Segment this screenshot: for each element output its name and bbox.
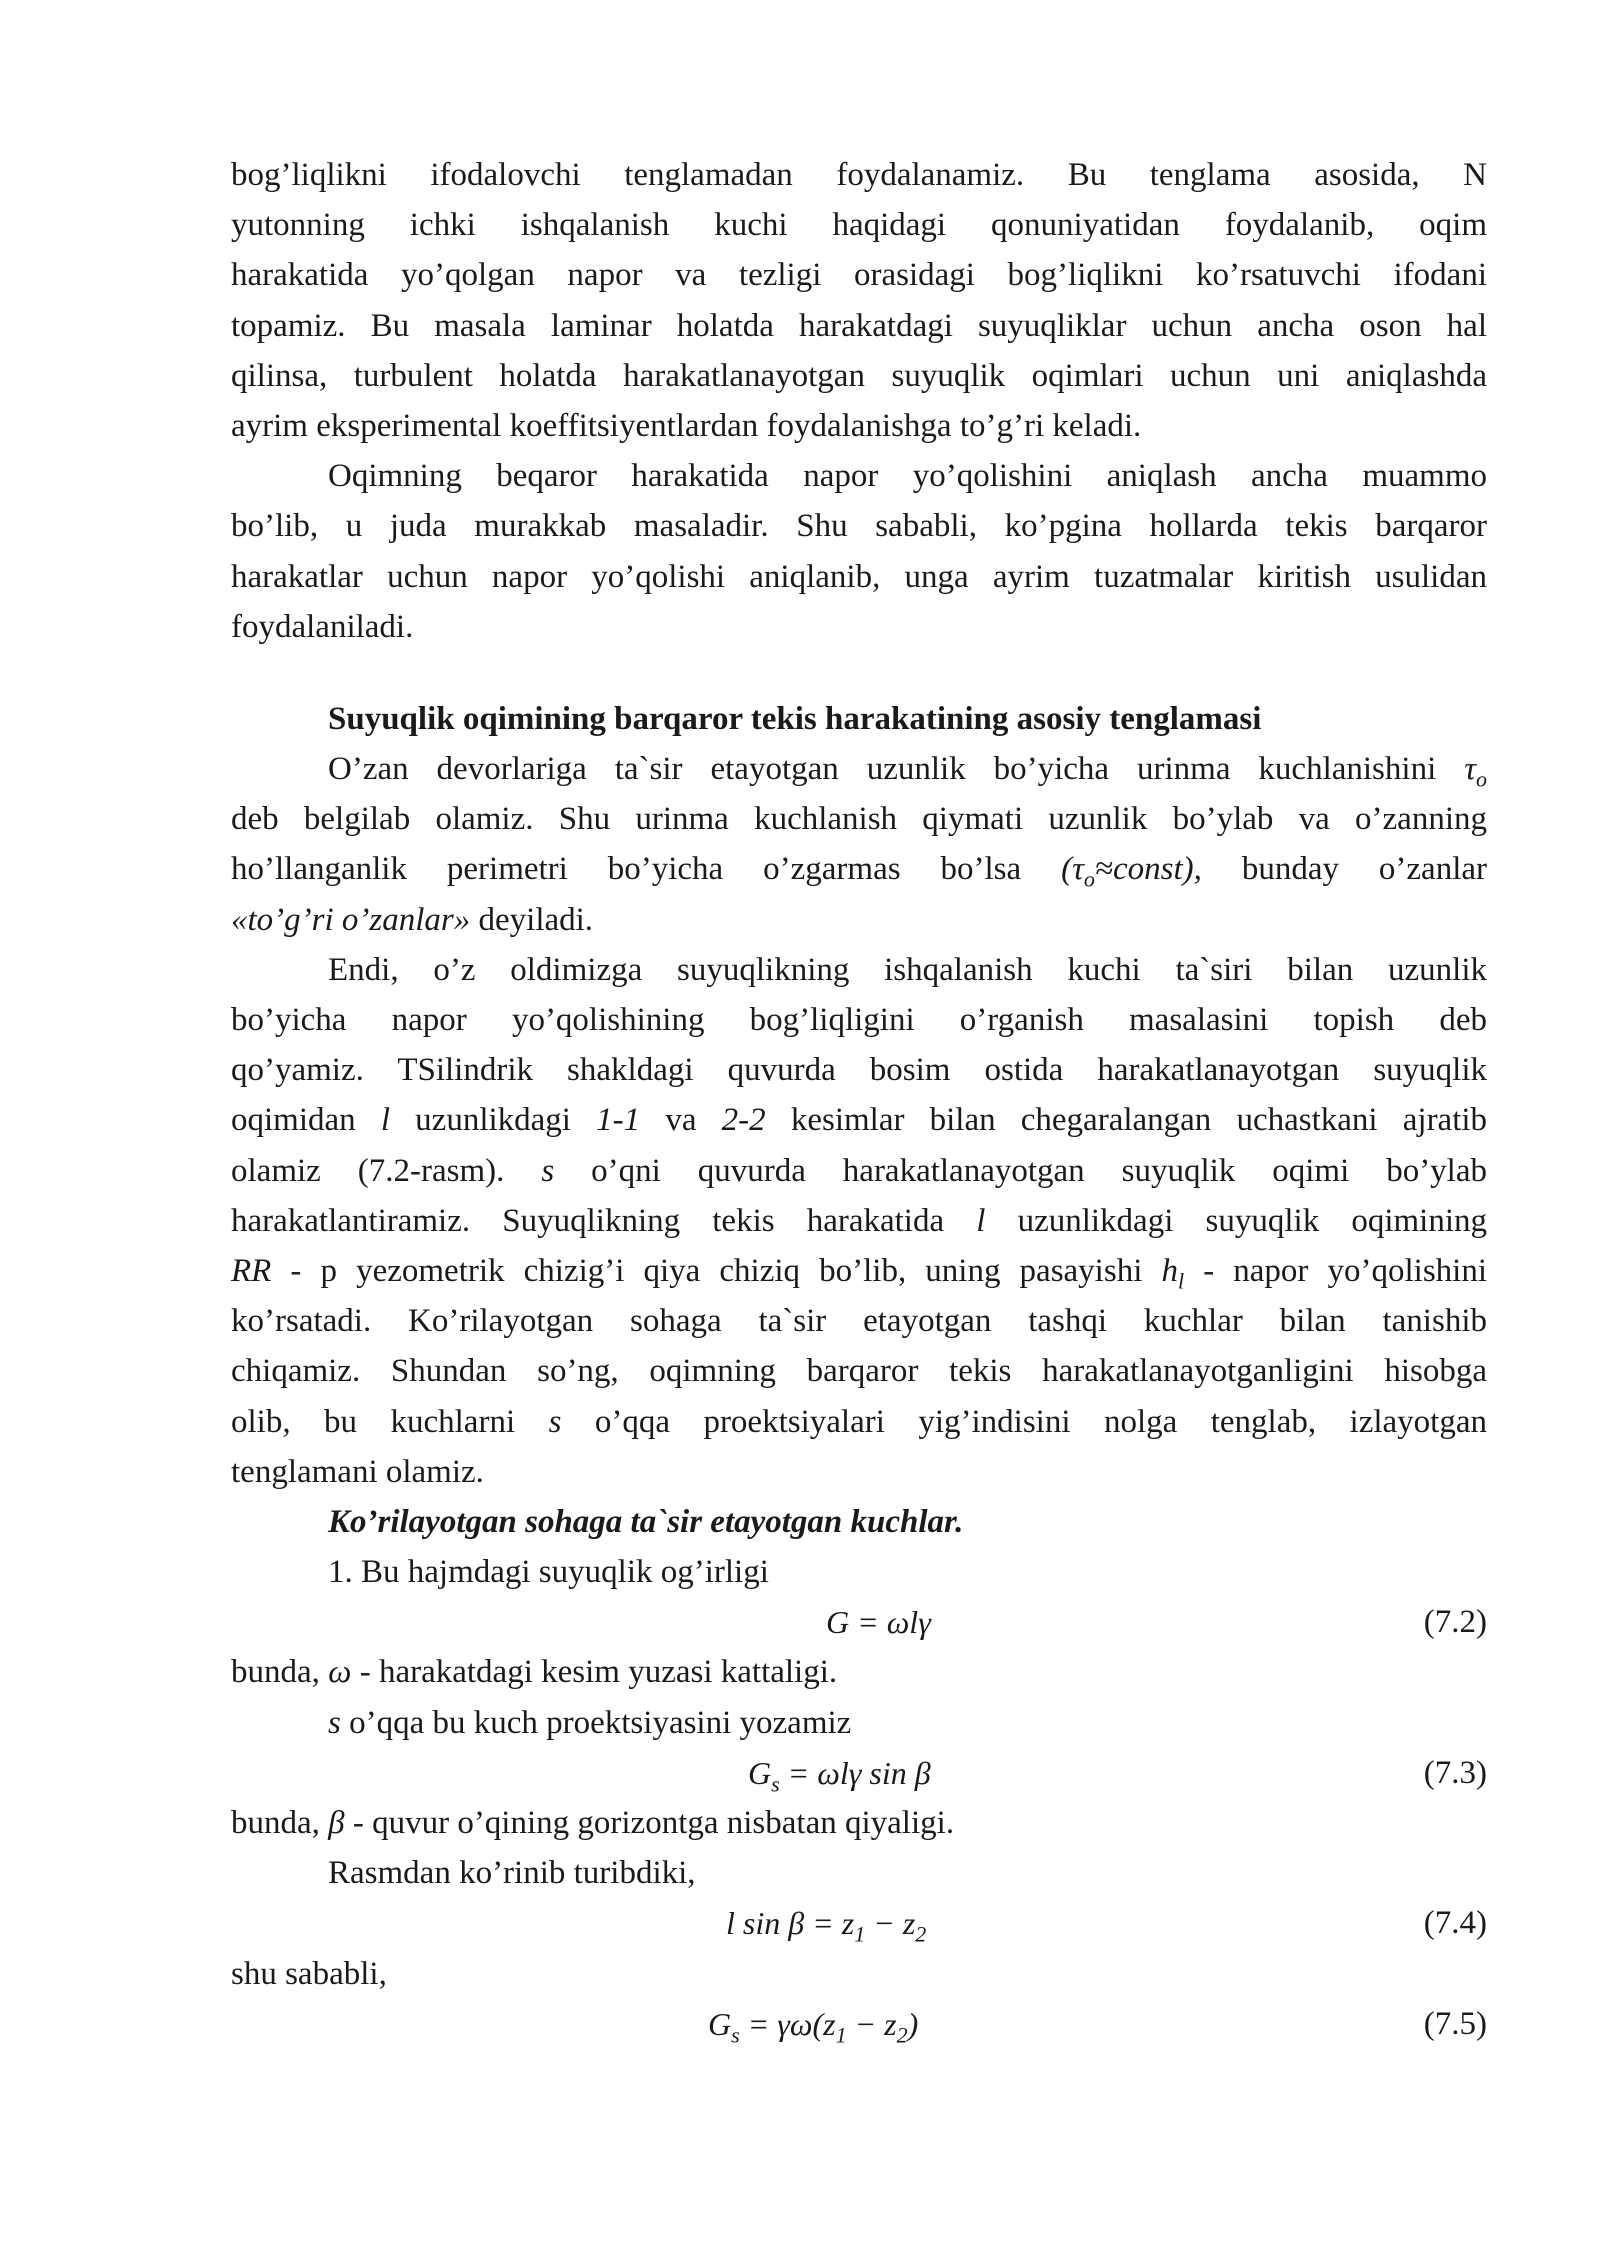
section-heading: Suyuqlik oqimining barqaror tekis harakatining asosiy tenglamasi xyxy=(328,700,1262,737)
text-line: deb belgilab olamiz. Shu urinma kuchlanish qiymati uzunlik bo’ylab va o’zanning xyxy=(231,801,1487,838)
formula-part: l sin β = z xyxy=(726,1905,855,1942)
variable-hl xyxy=(1161,1252,1185,1294)
subheading: Ko’rilayotgan sohaga ta`sir etayotgan kuchlar. xyxy=(328,1503,964,1540)
variable-s: s xyxy=(548,1403,562,1440)
formula-subscript: 1 xyxy=(835,2022,847,2048)
text-line: Oqimning beqaror harakatida napor yo’qolishini aniqlash ancha muammo xyxy=(328,458,1487,495)
equation-formula: G = ωlγ xyxy=(826,1604,931,1641)
variable-l: l xyxy=(380,1102,390,1139)
text-line xyxy=(231,1095,1487,1145)
paragraph-2 xyxy=(231,451,1487,652)
paragraph-1 xyxy=(231,150,1487,451)
text-line: Rasmdan ko’rinib turibdiki, xyxy=(328,1855,696,1892)
text-line: ayrim eksperimental koeffitsiyentlardan foydalanishga to’g’ri keladi. xyxy=(231,407,1142,444)
formula-part: = γω(z xyxy=(739,2005,836,2042)
formula-part: G xyxy=(748,1754,772,1791)
text-line xyxy=(231,1146,1487,1196)
formula-part: (τ xyxy=(1061,851,1084,888)
formula-subscript: 2 xyxy=(915,1921,927,1947)
text-span: olamiz (7.2-rasm). xyxy=(231,1152,505,1189)
text-span: o’qqa proektsiyalari yig’indisini nolga tenglab, izlayotgan xyxy=(594,1403,1487,1440)
text-line: topamiz. Bu masala laminar holatda harakatdagi suyuqliklar uchun ancha oson hal xyxy=(231,307,1487,344)
text-span: bunda, xyxy=(231,1805,320,1841)
text-span: bunday o’zanlar xyxy=(1241,851,1488,888)
formula-part: ) xyxy=(907,2005,919,2042)
text-line xyxy=(231,744,1487,794)
text-span: oqimidan xyxy=(231,1102,356,1139)
subscript-l: l xyxy=(1177,1268,1185,1294)
tau-symbol: τ xyxy=(1464,751,1476,788)
text-line xyxy=(231,1798,1487,1848)
text-span: ho’llanganlik perimetri bo’yicha o’zgarmas bo’lsa xyxy=(231,851,1022,888)
equation-number: (7.4) xyxy=(1423,1905,1487,1942)
text-span: - napor yo’qolishini xyxy=(1203,1252,1487,1289)
text-span: o’qni quvurda harakatlanayotgan suyuqlik oqimi bo’ylab xyxy=(591,1152,1487,1189)
text-line: bo’yicha napor yo’qolishining bog’liqligini o’rganish masalasini topish deb xyxy=(231,1002,1487,1038)
text-span: O’zan devorlariga ta`sir etayotgan uzunlik bo’yicha urinma kuchlanishini xyxy=(328,751,1437,788)
formula-subscript: o xyxy=(1083,867,1095,893)
text-line xyxy=(231,895,1487,945)
formula-part: G xyxy=(708,2005,732,2042)
text-line: bog’liqlikni ifodalovchi tenglamadan foydalanamiz. Bu tenglama asosida, N xyxy=(231,157,1487,193)
document-page xyxy=(231,150,1487,2049)
text-span: harakatlantiramiz. Suyuqlikning tekis harakatida xyxy=(231,1202,945,1239)
text-line: tenglamani olamiz. xyxy=(231,1453,484,1490)
paragraph-3 xyxy=(231,744,1487,945)
spacer xyxy=(231,652,1487,694)
list-item: 1. Bu hajmdagi suyuqlik og’irligi xyxy=(328,1554,769,1591)
text-span: - p yezometrik chizig’i qiya chiziq bo’lib, uning pasayishi xyxy=(290,1252,1143,1289)
text-line xyxy=(231,1397,1487,1447)
text-span: olib, bu kuchlarni xyxy=(231,1403,516,1440)
formula-subscript: s xyxy=(771,1771,780,1797)
text-span: bunda, xyxy=(231,1654,320,1691)
equation-formula xyxy=(748,1748,931,1798)
equation-7-4 xyxy=(231,1898,1487,1948)
equation-formula xyxy=(726,1898,926,1948)
text-line xyxy=(231,1246,1487,1296)
equation-number: (7.5) xyxy=(1423,2005,1487,2042)
formula-subscript: 1 xyxy=(854,1921,866,1947)
text-line: Endi, o’z oldimizga suyuqlikning ishqalanish kuchi ta`siri bilan uzunlik xyxy=(328,951,1487,988)
variable-s: s xyxy=(328,1704,341,1741)
text-span: uzunlikdagi xyxy=(415,1102,571,1139)
formula-part: − z xyxy=(846,2005,897,2042)
beta-symbol: β xyxy=(328,1805,345,1841)
italic-term: «to’g’ri o’zanlar» xyxy=(231,901,471,938)
text-line: harakatida yo’qolgan napor va tezligi orasidagi bog’liqlikni ko’rsatuvchi ifodani xyxy=(231,257,1487,294)
text-line xyxy=(231,844,1487,894)
section-label: 1-1 xyxy=(596,1102,641,1139)
formula-subscript: s xyxy=(731,2022,740,2048)
variable-h: h xyxy=(1161,1252,1178,1289)
formula-part: ≈const), xyxy=(1094,851,1202,888)
formula-part: − z xyxy=(865,1905,916,1942)
variable-l: l xyxy=(976,1202,986,1239)
text-line xyxy=(231,1698,1487,1748)
label-rr: RR xyxy=(231,1252,272,1289)
text-line: bo’lib, u juda murakkab masaladir. Shu sababli, ko’pgina hollarda tekis barqaror xyxy=(231,508,1487,545)
text-span: uzunlikdagi suyuqlik oqimining xyxy=(1017,1202,1487,1239)
text-line: harakatlar uchun napor yo’qolishi aniqlanib, unga ayrim tuzatmalar kiritish usulidan xyxy=(231,558,1487,595)
equation-formula xyxy=(708,1999,918,2049)
omega-symbol: ω xyxy=(328,1654,352,1691)
tau-subscript: o xyxy=(1476,766,1487,792)
text-line xyxy=(231,1647,1487,1697)
paragraph-4 xyxy=(231,945,1487,1497)
text-span: deyiladi. xyxy=(478,901,594,938)
formula-part: = ωlγ sin β xyxy=(779,1754,931,1791)
text-span: - quvur o’qining gorizontga nisbatan qiyaligi. xyxy=(352,1805,955,1841)
text-line: qilinsa, turbulent holatda harakatlanayotgan suyuqlik oqimlari uchun uni aniqlashda xyxy=(231,357,1487,394)
equation-7-3 xyxy=(231,1748,1487,1798)
text-span: kesimlar bilan chegaralangan uchastkani ajratib xyxy=(790,1102,1488,1139)
text-span: o’qqa bu kuch proektsiyasini yozamiz xyxy=(349,1704,852,1741)
equation-number: (7.3) xyxy=(1423,1754,1487,1791)
equation-7-2 xyxy=(231,1597,1487,1647)
formula-subscript: 2 xyxy=(896,2022,908,2048)
text-line: qo’yamiz. TSilindrik shakldagi quvurda bosim ostida harakatlanayotgan suyuqlik xyxy=(231,1052,1487,1089)
text-line: yutonning ichki ishqalanish kuchi haqidagi qonuniyatidan foydalanib, oqim xyxy=(231,207,1487,244)
equation-7-5 xyxy=(231,1999,1487,2049)
inline-formula xyxy=(1061,851,1202,893)
section-label: 2-2 xyxy=(721,1102,766,1139)
text-line: shu sababli, xyxy=(231,1955,387,1992)
text-span: - harakatdagi kesim yuzasi kattaligi. xyxy=(359,1654,838,1691)
text-span: va xyxy=(665,1102,697,1139)
variable-s: s xyxy=(541,1152,555,1189)
text-line: ko’rsatadi. Ko’rilayotgan sohaga ta`sir etayotgan tashqi kuchlar bilan tanishib xyxy=(231,1303,1487,1340)
text-line: foydalaniladi. xyxy=(231,608,414,645)
text-line: chiqamiz. Shundan so’ng, oqimning barqaror tekis harakatlanayotganligini hisobga xyxy=(231,1353,1487,1390)
text-line xyxy=(231,1196,1487,1246)
equation-number: (7.2) xyxy=(1423,1604,1487,1641)
